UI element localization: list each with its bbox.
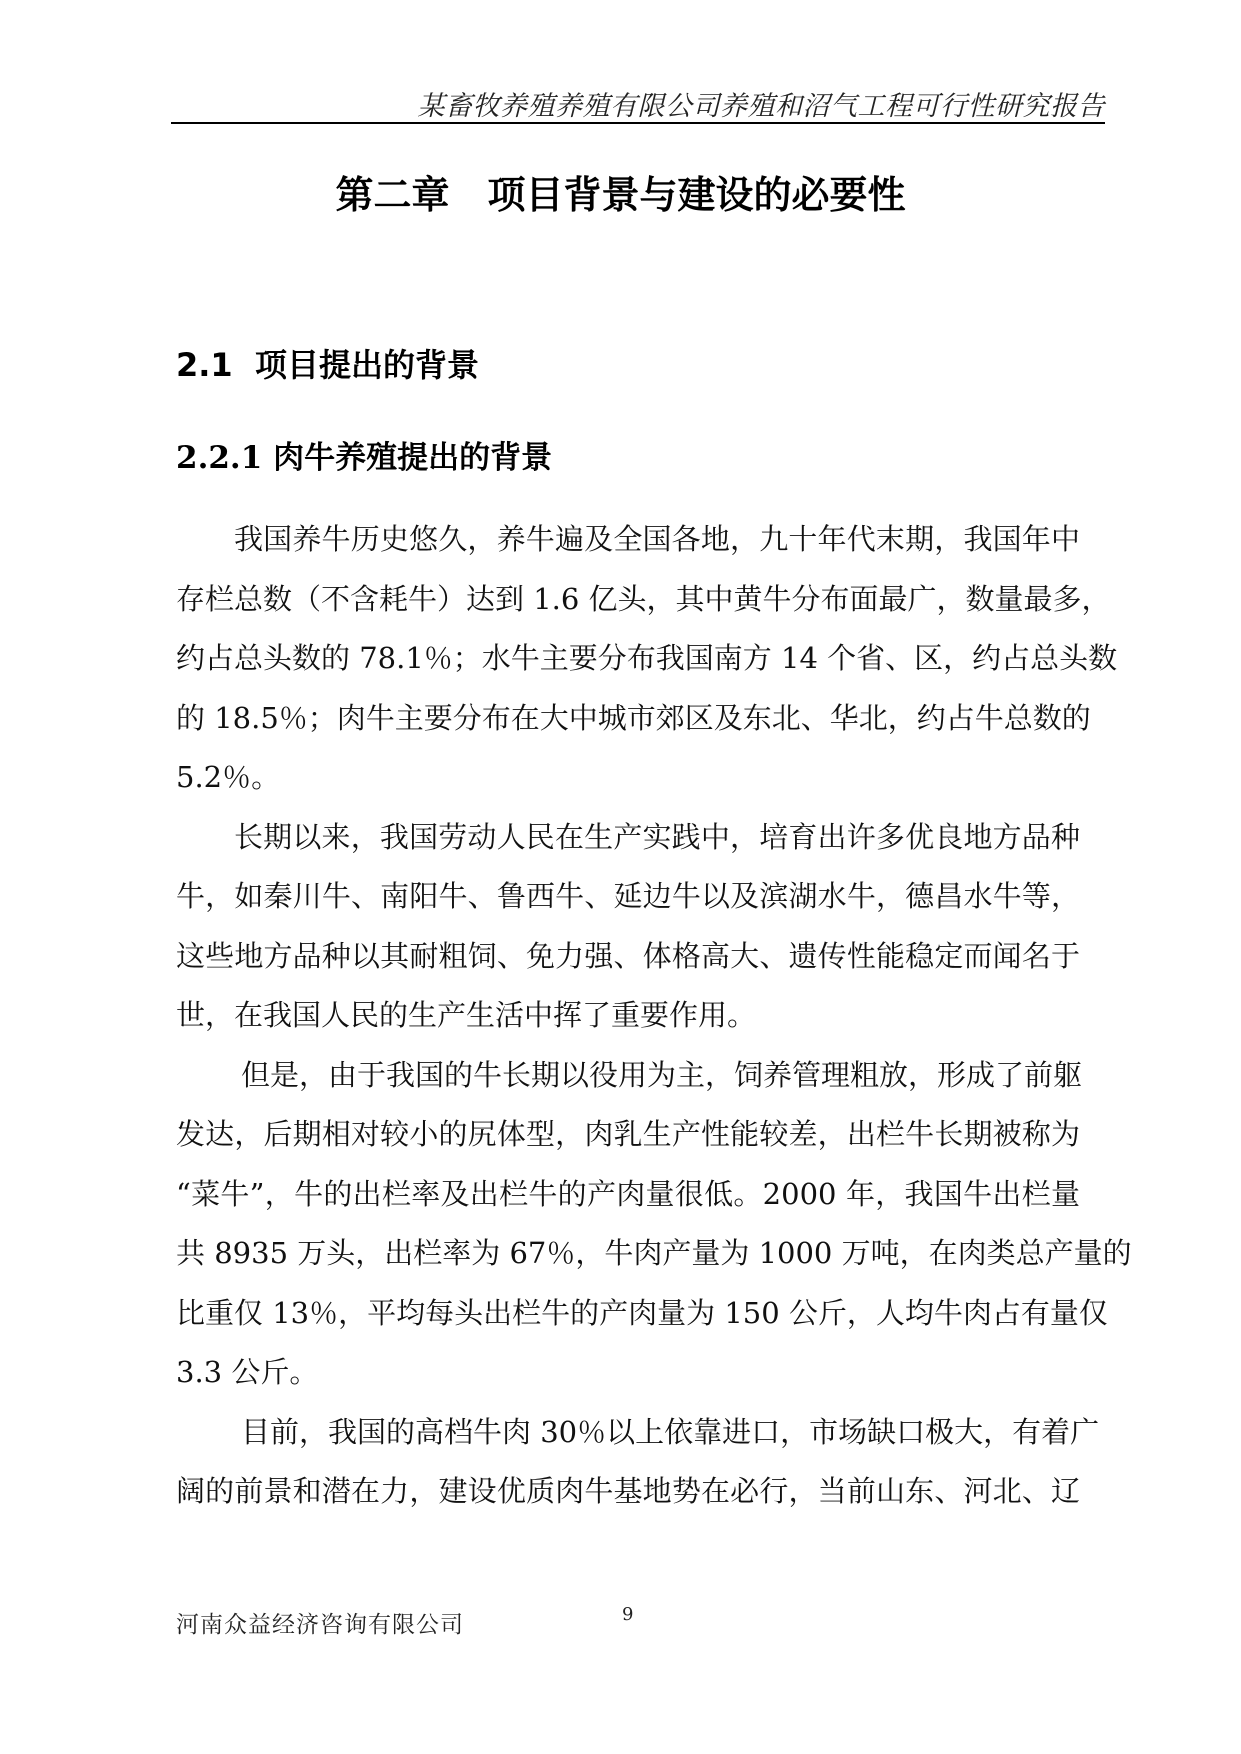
subsection-title: 2.2.1 肉牛养殖提出的背景 <box>176 440 553 476</box>
paragraph-line: 这些地方品种以其耐粗饲、免力强、体格高大、遗传性能稳定而闻名于 <box>176 938 1080 973</box>
running-header: 某畜牧养殖养殖有限公司养殖和沼气工程可行性研究报告 <box>417 91 1105 122</box>
paragraph-line: 阔的前景和潜在力，建设优质肉牛基地势在必行，当前山东、河北、辽 <box>176 1474 1080 1508</box>
paragraph-line: 的 18.5％；肉牛主要分布在大中城市郊区及东北、华北，约占牛总数的 <box>176 700 1091 735</box>
paragraph-line: 牛，如秦川牛、南阳牛、鲁西牛、延边牛以及滨湖水牛，德昌水牛等， <box>176 879 1080 913</box>
paragraph-line: 发达，后期相对较小的尻体型，肉乳生产性能较差，出栏牛长期被称为 <box>176 1117 1080 1151</box>
paragraph-line: 长期以来，我国劳动人民在生产实践中，培育出许多优良地方品种 <box>234 819 1080 854</box>
paragraph-line: 我国养牛历史悠久，养牛遍及全国各地，九十年代末期，我国年中 <box>234 522 1080 556</box>
paragraph-line: 存栏总数（不含耗牛）达到 1.6 亿头，其中黄牛分布面最广，数量最多， <box>176 581 1111 616</box>
footer-company-name: 河南众益经济咨询有限公司 <box>176 1612 464 1638</box>
chapter-title: 第二章 项目背景与建设的必要性 <box>335 173 906 217</box>
paragraph-line: 世，在我国人民的生产生活中挥了重要作用。 <box>176 998 757 1032</box>
paragraph-line: 但是，由于我国的牛长期以役用为主，饲养管理粗放，形成了前躯 <box>241 1057 1083 1092</box>
page-number: 9 <box>622 1604 634 1625</box>
paragraph-line: “菜牛”，牛的出栏率及出栏牛的产肉量很低。2000 年，我国牛出栏量 <box>176 1176 1080 1211</box>
header-divider <box>171 122 1105 124</box>
paragraph-line: 约占总头数的 78.1％；水牛主要分布我国南方 14 个省、区，约占总头数 <box>176 641 1118 675</box>
paragraph-line: 比重仅 13％，平均每头出栏牛的产肉量为 150 公斤，人均牛肉占有量仅 <box>176 1295 1108 1330</box>
paragraph-line: 目前，我国的高档牛肉 30％以上依靠进口，市场缺口极大，有着广 <box>241 1414 1100 1449</box>
body-text <box>176 510 1132 1522</box>
paragraph-line: 5.2％。 <box>176 760 281 794</box>
section-title: 2.1 项目提出的背景 <box>176 346 479 384</box>
paragraph-line: 3.3 公斤。 <box>176 1355 319 1389</box>
paragraph-line: 共 8935 万头，出栏率为 67％，牛肉产量为 1000 万吨，在肉类总产量的 <box>176 1236 1132 1270</box>
